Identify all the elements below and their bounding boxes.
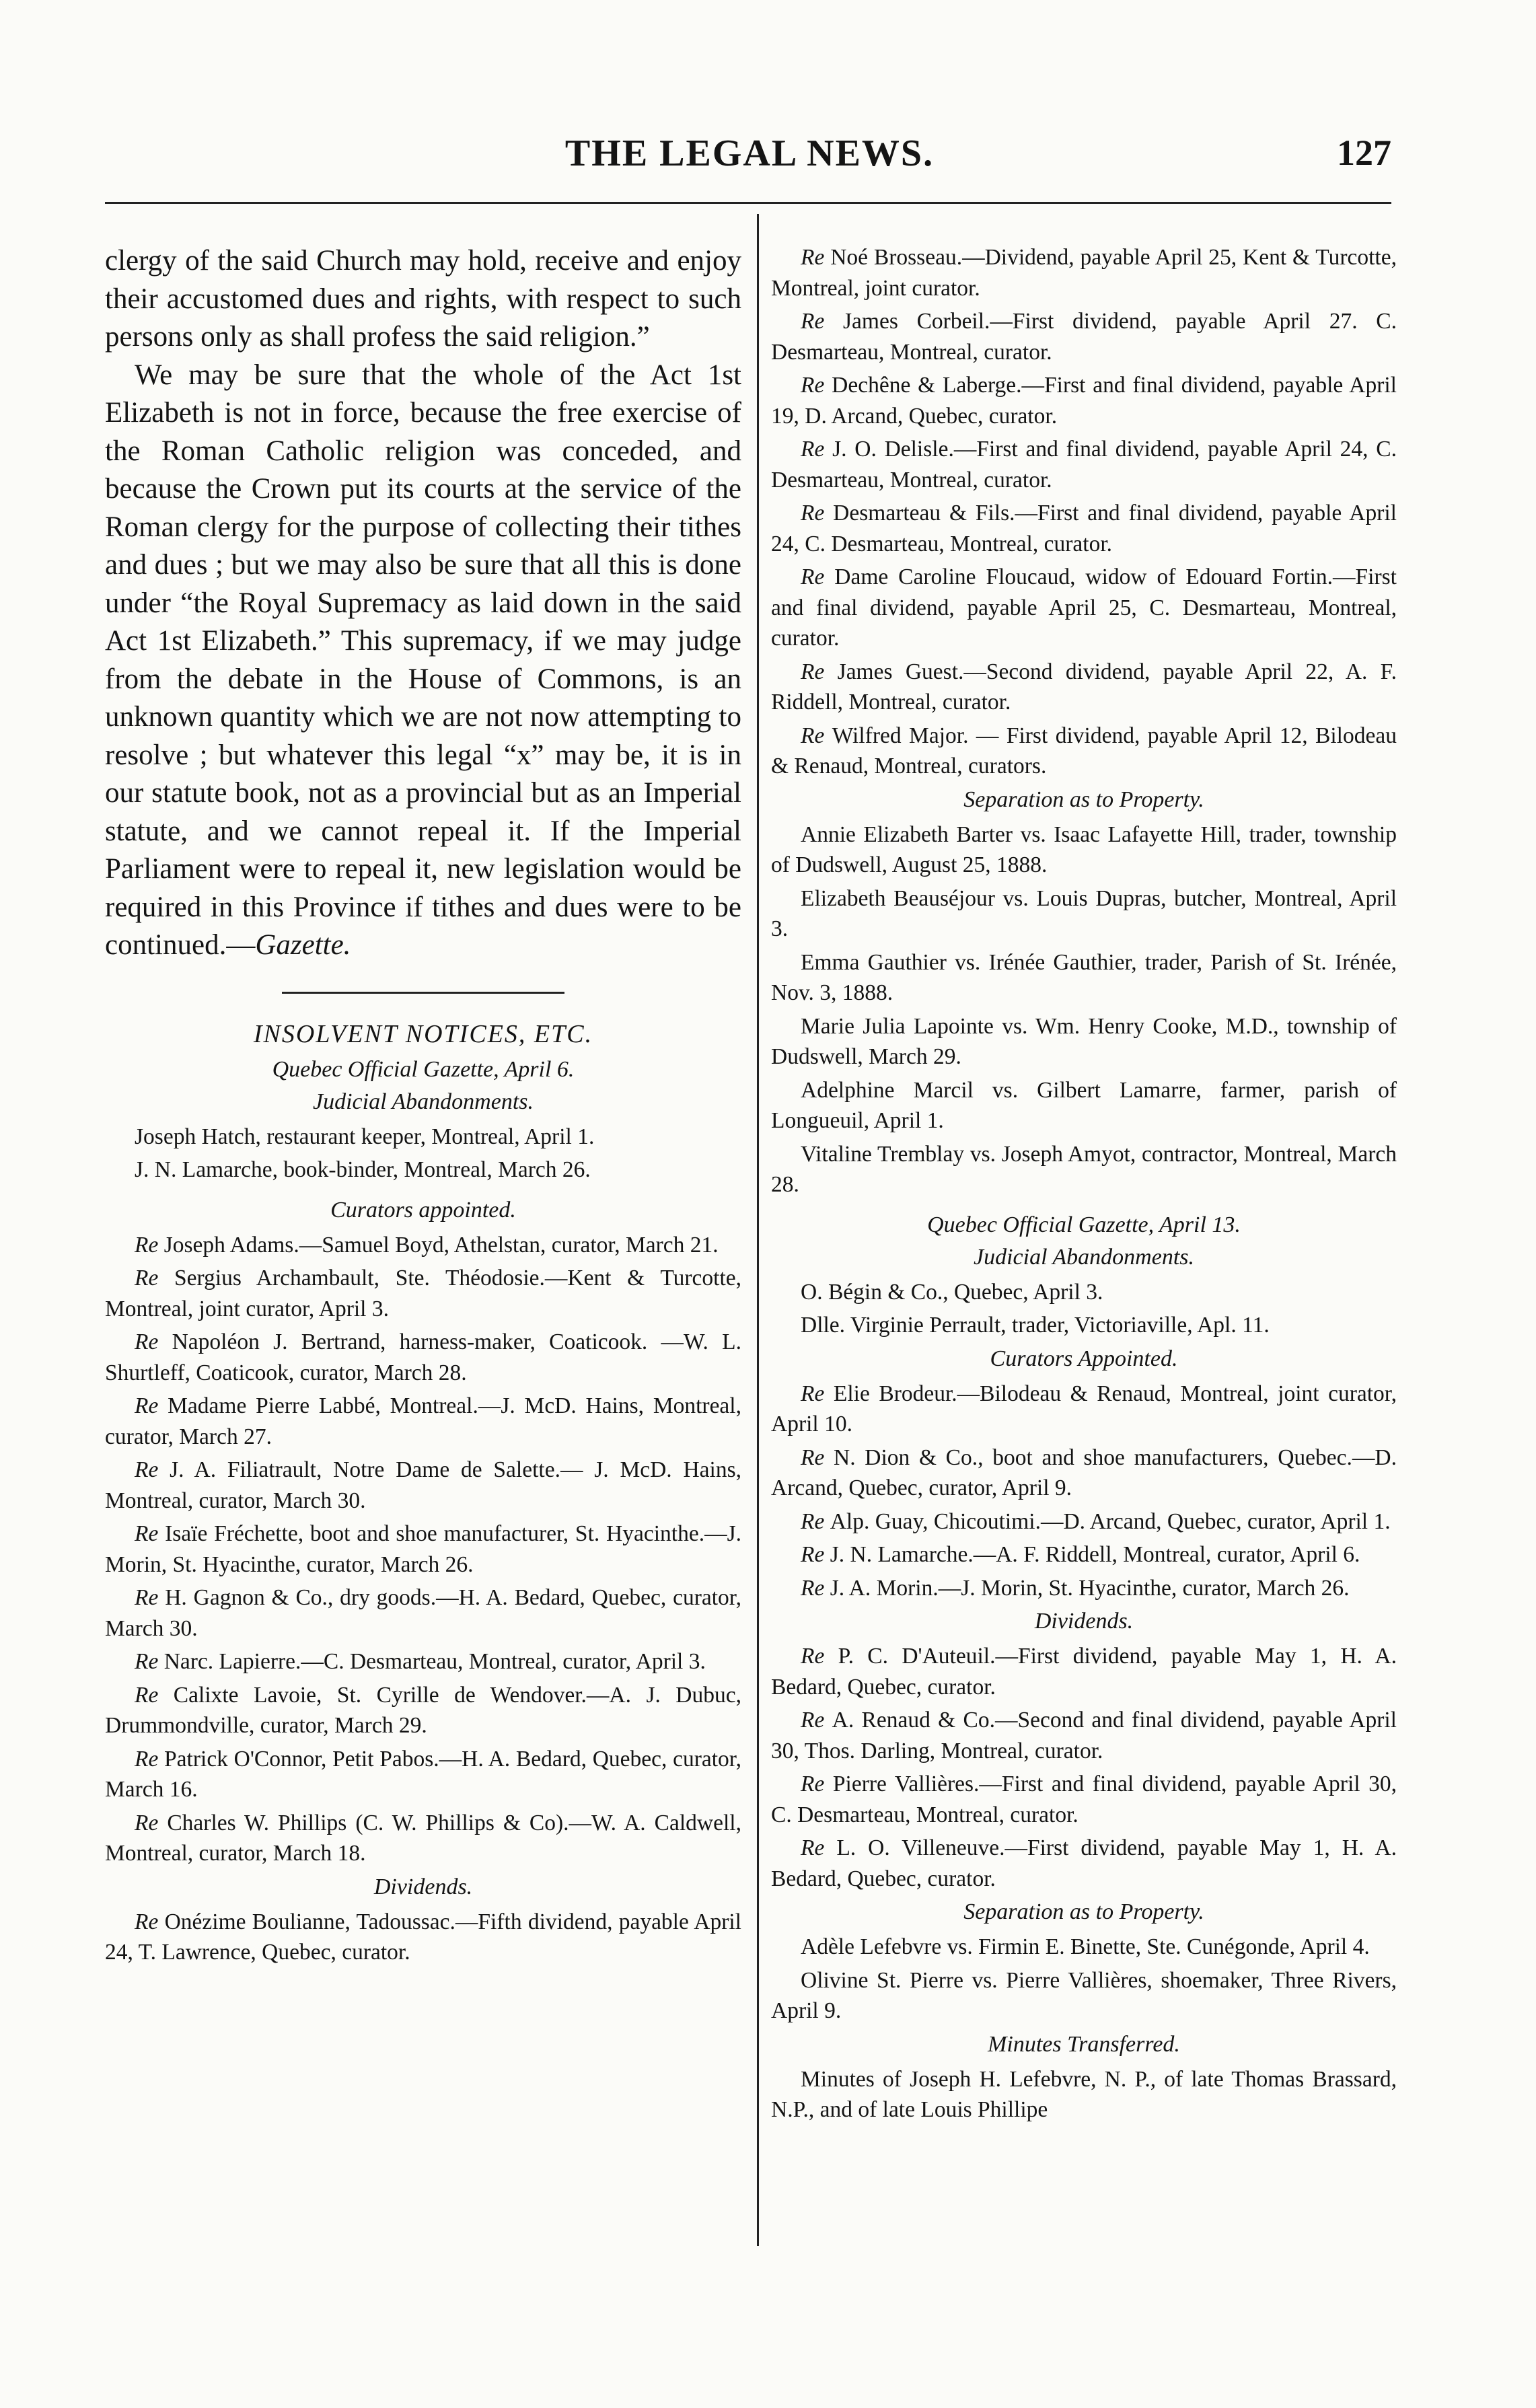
notice-text: J. O. Delisle.—First and final dividend, payable April 24, C. Desmarteau, Montreal, curator. bbox=[771, 437, 1397, 492]
notice-text: Joseph Adams.—Samuel Boyd, Athelstan, curator, March 21. bbox=[163, 1232, 719, 1257]
notice-entry bbox=[771, 1705, 1397, 1766]
re-prefix: Re bbox=[801, 437, 833, 462]
notice-entry bbox=[771, 1139, 1397, 1200]
notice-entry bbox=[105, 1744, 741, 1805]
dividends-list bbox=[771, 242, 1397, 782]
notice-entry bbox=[771, 1641, 1397, 1702]
notice-text: Adelphine Marcil vs. Gilbert Lamarre, farmer, parish of Longueuil, April 1. bbox=[771, 1077, 1397, 1133]
notice-entry bbox=[105, 1122, 741, 1153]
re-prefix: Re bbox=[135, 1266, 175, 1290]
re-prefix: Re bbox=[135, 1585, 166, 1610]
section-rule bbox=[282, 992, 564, 994]
re-prefix: Re bbox=[801, 1381, 834, 1406]
notice-text: Annie Elizabeth Barter vs. Isaac Lafayette Hill, trader, township of Dudswell, August 25, 1888. bbox=[771, 822, 1397, 877]
notice-text: Joseph Hatch, restaurant keeper, Montreal, April 1. bbox=[135, 1124, 595, 1149]
re-prefix: Re bbox=[801, 373, 832, 398]
notice-text: Narc. Lapierre.—C. Desmarteau, Montreal, curator, April 3. bbox=[163, 1649, 706, 1674]
re-prefix: Re bbox=[801, 1772, 833, 1796]
notice-text: J. N. Lamarche.—A. F. Riddell, Montreal, curator, April 6. bbox=[830, 1542, 1360, 1567]
notice-entry bbox=[105, 1327, 741, 1388]
judicial-heading: Judicial Abandonments. bbox=[974, 1244, 1194, 1270]
notice-text: Onézime Boulianne, Tadoussac.—Fifth dividend, payable April 24, T. Lawrence, Quebec, curator. bbox=[105, 1909, 741, 1965]
notice-text: Vitaline Tremblay vs. Joseph Amyot, contractor, Montreal, March 28. bbox=[771, 1141, 1397, 1197]
notice-text: Wilfred Major. — First dividend, payable April 12, Bilodeau & Renaud, Montreal, curators. bbox=[771, 723, 1397, 778]
notice-entry bbox=[771, 1539, 1397, 1570]
notice-entry bbox=[771, 721, 1397, 782]
re-prefix: Re bbox=[135, 1232, 164, 1257]
notice-text: Dame Caroline Floucaud, widow of Edouard Fortin.—First and final dividend, payable April 25, C. Desmarteau, Montreal, curator. bbox=[771, 564, 1397, 651]
notice-text: Alp. Guay, Chicoutimi.—D. Arcand, Quebec, curator, April 1. bbox=[830, 1508, 1391, 1534]
essay-paragraph-2 bbox=[105, 357, 741, 965]
judicial-heading: Judicial Abandonments. bbox=[313, 1089, 534, 1114]
re-prefix: Re bbox=[135, 1909, 165, 1934]
notice-text: Olivine St. Pierre vs. Pierre Vallières, shoemaker, Three Rivers, April 9. bbox=[771, 1967, 1397, 2023]
notice-text: Noé Brosseau.—Dividend, payable April 25, Kent & Turcotte, Montreal, joint curator. bbox=[771, 245, 1397, 301]
curators-list bbox=[771, 1379, 1397, 1604]
separation-heading: Separation as to Property. bbox=[963, 1899, 1204, 1924]
notice-text: Dechêne & Laberge.—First and final dividend, payable April 19, D. Arcand, Quebec, curator. bbox=[771, 373, 1397, 429]
gazette-heading: Quebec Official Gazette, April 6. bbox=[272, 1056, 575, 1082]
notice-text: Emma Gauthier vs. Irénée Gauthier, trader, Parish of St. Irénée, Nov. 3, 1888. bbox=[771, 949, 1397, 1005]
re-prefix: Re bbox=[801, 245, 831, 270]
notice-text: James Corbeil.—First dividend, payable April 27. C. Desmarteau, Montreal, curator. bbox=[771, 309, 1397, 365]
re-prefix: Re bbox=[801, 1708, 832, 1732]
notice-entry bbox=[771, 1379, 1397, 1440]
notice-entry bbox=[105, 1263, 741, 1324]
notice-entry bbox=[105, 1455, 741, 1516]
re-prefix: Re bbox=[801, 1445, 834, 1470]
dividends-heading: Dividends. bbox=[1034, 1609, 1134, 1634]
re-prefix: Re bbox=[801, 501, 834, 525]
notice-text: O. Bégin & Co., Quebec, April 3. bbox=[801, 1279, 1103, 1305]
notice-text: Dlle. Virginie Perrault, trader, Victoriaville, Apl. 11. bbox=[801, 1313, 1270, 1338]
re-prefix: Re bbox=[801, 1644, 838, 1669]
re-prefix: Re bbox=[801, 1542, 830, 1567]
re-prefix: Re bbox=[801, 564, 835, 589]
re-prefix: Re bbox=[801, 309, 844, 334]
notice-entry bbox=[771, 1075, 1397, 1136]
notice-text: Charles W. Phillips (C. W. Phillips & Co).—W. A. Caldwell, Montreal, curator, March 18. bbox=[105, 1810, 741, 1866]
notice-entry bbox=[105, 1907, 741, 1968]
dividends-list bbox=[105, 1907, 741, 1968]
curators-heading: Curators appointed. bbox=[330, 1197, 516, 1223]
re-prefix: Re bbox=[135, 1457, 170, 1482]
notice-entry bbox=[771, 1310, 1397, 1341]
right-column bbox=[771, 242, 1397, 2128]
notice-text: J. A. Filiatrault, Notre Dame de Salette.— J. McD. Hains, Montreal, curator, March 30. bbox=[105, 1457, 741, 1513]
notice-entry bbox=[105, 1646, 741, 1677]
curators-list bbox=[105, 1230, 741, 1869]
notice-text: N. Dion & Co., boot and shoe manufacturers, Quebec.—D. Arcand, Quebec, curator, April 9. bbox=[771, 1445, 1397, 1500]
page-number: 127 bbox=[1337, 133, 1391, 173]
separation-list bbox=[771, 1932, 1397, 2027]
notice-text: J. N. Lamarche, book-binder, Montreal, March 26. bbox=[135, 1157, 591, 1182]
page-header bbox=[108, 132, 1391, 179]
separation-list bbox=[771, 819, 1397, 1200]
re-prefix: Re bbox=[135, 1649, 164, 1674]
notice-text: A. Renaud & Co.—Second and final dividend, payable April 30, Thos. Darling, Montreal, curator. bbox=[771, 1708, 1397, 1763]
re-prefix: Re bbox=[801, 1835, 837, 1860]
notice-entry bbox=[105, 1582, 741, 1644]
notice-entry bbox=[105, 1680, 741, 1741]
re-prefix: Re bbox=[135, 1393, 168, 1418]
essay-source: Gazette. bbox=[255, 929, 351, 961]
notice-entry bbox=[771, 1011, 1397, 1072]
notice-entry bbox=[771, 1506, 1397, 1537]
notice-text: Sergius Archambault, Ste. Théodosie.—Kent & Turcotte, Montreal, joint curator, April 3. bbox=[105, 1266, 741, 1321]
notice-text: Adèle Lefebvre vs. Firmin E. Binette, Ste. Cunégonde, April 4. bbox=[801, 1934, 1370, 1959]
curators-heading: Curators Appointed. bbox=[990, 1346, 1178, 1371]
essay-paragraph-2-text: We may be sure that the whole of the Act 1st Elizabeth is not in force, because the free exercise of the Roman Catholic religion was conceded, and because the Crown put its courts at the service of the Roman clergy for the purpose of collecting their tithes and dues ; but we may also be sure that all this is done under “the Royal Supremacy as laid down in the said Act 1st Elizabeth.” This supremacy, if we may judge from the debate in the House of Commons, is an unknown quantity which we are not now attempting to resolve ; but whatever this legal “x” may be, it is in our statute book, not as a provincial but as an Imperial statute, and we cannot repeal it. If the Imperial Parliament were to repeal it, new legislation would be required in this Province if tithes and dues were to be continued.— bbox=[105, 359, 741, 961]
notice-entry bbox=[771, 1277, 1397, 1308]
notice-entry bbox=[771, 1443, 1397, 1504]
notice-entry bbox=[771, 1932, 1397, 1963]
re-prefix: Re bbox=[135, 1329, 172, 1354]
re-prefix: Re bbox=[135, 1521, 166, 1546]
re-prefix: Re bbox=[135, 1682, 174, 1708]
notice-entry bbox=[771, 306, 1397, 367]
minutes-text: Minutes of Joseph H. Lefebvre, N. P., of late Thomas Brassard, N.P., and of late Louis Phillipe bbox=[771, 2066, 1397, 2122]
notice-entry bbox=[771, 883, 1397, 945]
notice-entry bbox=[771, 562, 1397, 654]
notice-text: Isaïe Fréchette, boot and shoe manufacturer, St. Hyacinthe.—J. Morin, St. Hyacinthe, curator, March 26. bbox=[105, 1521, 741, 1577]
running-title: THE LEGAL NEWS. bbox=[564, 133, 935, 174]
notice-text: H. Gagnon & Co., dry goods.—H. A. Bedard, Quebec, curator, March 30. bbox=[105, 1585, 741, 1641]
dividends-list bbox=[771, 1641, 1397, 1894]
column-divider bbox=[757, 214, 759, 2246]
notice-text: Desmarteau & Fils.—First and final dividend, payable April 24, C. Desmarteau, Montreal, curator. bbox=[771, 501, 1397, 556]
notice-entry bbox=[771, 1833, 1397, 1894]
essay-paragraph-1: clergy of the said Church may hold, receive and enjoy their accustomed dues and rights, with respect to such persons only as shall profess the said religion.” bbox=[105, 245, 741, 353]
notice-entry bbox=[771, 1573, 1397, 1604]
notice-entry bbox=[105, 1519, 741, 1580]
re-prefix: Re bbox=[135, 1746, 165, 1772]
notice-text: Calixte Lavoie, St. Cyrille de Wendover.—A. J. Dubuc, Drummondville, curator, March 29. bbox=[105, 1682, 741, 1738]
notice-entry bbox=[771, 657, 1397, 718]
header-rule bbox=[105, 202, 1391, 204]
notice-text: J. A. Morin.—J. Morin, St. Hyacinthe, curator, March 26. bbox=[830, 1575, 1350, 1601]
judicial-list bbox=[105, 1122, 741, 1185]
notice-text: Napoléon J. Bertrand, harness-maker, Coaticook. —W. L. Shurtleff, Coaticook, curator, March 28. bbox=[105, 1329, 741, 1385]
notice-entry bbox=[105, 1155, 741, 1185]
notice-text: P. C. D'Auteuil.—First dividend, payable May 1, H. A. Bedard, Quebec, curator. bbox=[771, 1644, 1397, 1700]
notice-entry bbox=[771, 1769, 1397, 1830]
re-prefix: Re bbox=[135, 1810, 168, 1835]
separation-heading: Separation as to Property. bbox=[963, 787, 1204, 812]
gazette-heading: Quebec Official Gazette, April 13. bbox=[927, 1212, 1241, 1237]
notice-text: Elie Brodeur.—Bilodeau & Renaud, Montreal, joint curator, April 10. bbox=[771, 1381, 1397, 1436]
dividends-heading: Dividends. bbox=[373, 1874, 473, 1899]
minutes-heading: Minutes Transferred. bbox=[988, 2031, 1180, 2057]
notice-entry bbox=[105, 1391, 741, 1452]
notice-text: Marie Julia Lapointe vs. Wm. Henry Cooke, M.D., township of Dudswell, March 29. bbox=[771, 1013, 1397, 1069]
notice-text: Pierre Vallières.—First and final dividend, payable April 30, C. Desmarteau, Montreal, curator. bbox=[771, 1772, 1397, 1827]
notice-text: Patrick O'Connor, Petit Pabos.—H. A. Bedard, Quebec, curator, March 16. bbox=[105, 1746, 741, 1802]
notice-entry bbox=[771, 242, 1397, 303]
re-prefix: Re bbox=[801, 723, 832, 748]
notice-entry bbox=[771, 819, 1397, 881]
re-prefix: Re bbox=[801, 1575, 830, 1601]
re-prefix: Re bbox=[801, 1508, 830, 1534]
notice-text: Madame Pierre Labbé, Montreal.—J. McD. Hains, Montreal, curator, March 27. bbox=[105, 1393, 741, 1449]
notice-text: L. O. Villeneuve.—First dividend, payable May 1, H. A. Bedard, Quebec, curator. bbox=[771, 1835, 1397, 1891]
notice-entry bbox=[105, 1808, 741, 1869]
judicial-list bbox=[771, 1277, 1397, 1341]
notice-entry bbox=[771, 498, 1397, 559]
section-title: INSOLVENT NOTICES, ETC. bbox=[253, 1019, 593, 1048]
notice-entry bbox=[771, 370, 1397, 431]
notice-text: Elizabeth Beauséjour vs. Louis Dupras, butcher, Montreal, April 3. bbox=[771, 885, 1397, 941]
re-prefix: Re bbox=[801, 659, 838, 684]
notice-entry bbox=[771, 1965, 1397, 2027]
notice-entry bbox=[771, 434, 1397, 495]
notice-entry bbox=[105, 1230, 741, 1261]
notice-text: James Guest.—Second dividend, payable April 22, A. F. Riddell, Montreal, curator. bbox=[771, 659, 1397, 715]
notice-entry bbox=[771, 947, 1397, 1009]
left-column bbox=[105, 242, 741, 1971]
essay bbox=[105, 242, 741, 965]
